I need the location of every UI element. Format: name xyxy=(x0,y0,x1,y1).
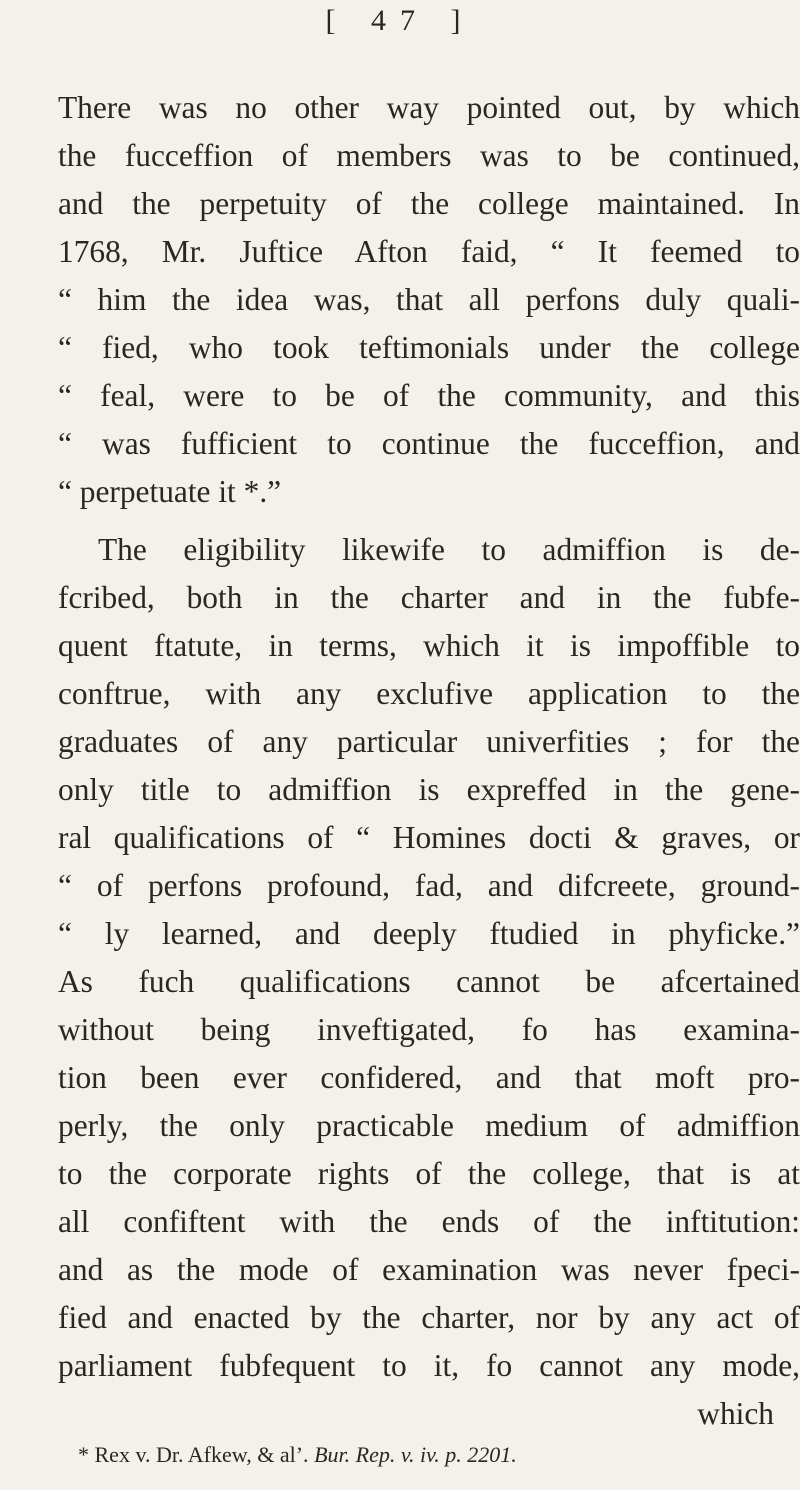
text-line: perly, the only practicable medium of admiffion xyxy=(58,1108,800,1143)
footnote-reference: Bur. Rep. v. iv. p. 2201. xyxy=(314,1442,517,1467)
text-line: without being inveftigated, fo has examina- xyxy=(58,1012,800,1047)
text-line: 1768, Mr. Juftice Afton faid, “ It feemed to xyxy=(58,234,800,269)
paragraph-1 xyxy=(58,84,800,516)
text-line: the fucceffion of members was to be continued, xyxy=(58,138,800,173)
text-line: “ was fufficient to continue the fucceffion, and xyxy=(58,426,800,461)
text-line: “ ly learned, and deeply ftudied in phyficke.” xyxy=(58,916,800,951)
paragraph-2 xyxy=(58,526,800,1438)
text-line: graduates of any particular univerfities ; for the xyxy=(58,724,800,759)
text-line: “ perpetuate it *.” xyxy=(58,474,282,509)
text-line: only title to admiffion is expreffed in the gene- xyxy=(58,772,800,807)
text-line: to the corporate rights of the college, that is at xyxy=(58,1156,800,1191)
text-line: “ of perfons profound, fad, and difcreete, ground- xyxy=(58,868,800,903)
text-line: The eligibility likewife to admiffion is de- xyxy=(98,532,800,567)
text-line: “ feal, were to be of the community, and this xyxy=(58,378,800,413)
page-number: [ 47 ] xyxy=(325,4,475,37)
catchword: which xyxy=(697,1396,774,1431)
text-line: “ fied, who took teftimonials under the college xyxy=(58,330,800,365)
text-line: all confiftent with the ends of the inftitution: xyxy=(58,1204,800,1239)
text-line: As fuch qualifications cannot be afcertained xyxy=(58,964,800,999)
footnote-citation: * Rex v. Dr. Afkew, & al’. xyxy=(78,1442,309,1467)
text-line: ral qualifications of “ Homines docti & graves, or xyxy=(58,820,800,855)
text-line: conftrue, with any exclufive application to the xyxy=(58,676,800,711)
text-line: parliament fubfequent to it, fo cannot any mode, xyxy=(58,1348,800,1383)
text-line: fcribed, both in the charter and in the fubfe- xyxy=(58,580,800,615)
text-line: and the perpetuity of the college maintained. In xyxy=(58,186,800,221)
text-line: quent ftatute, in terms, which it is impoffible to xyxy=(58,628,800,663)
text-line: fied and enacted by the charter, nor by any act of xyxy=(58,1300,800,1335)
text-line: “ him the idea was, that all perfons duly quali- xyxy=(58,282,800,317)
text-line: and as the mode of examination was never fpeci- xyxy=(58,1252,800,1287)
text-line: tion been ever confidered, and that moft pro- xyxy=(58,1060,800,1095)
text-line: There was no other way pointed out, by which xyxy=(58,90,800,125)
footnote xyxy=(78,1442,517,1468)
